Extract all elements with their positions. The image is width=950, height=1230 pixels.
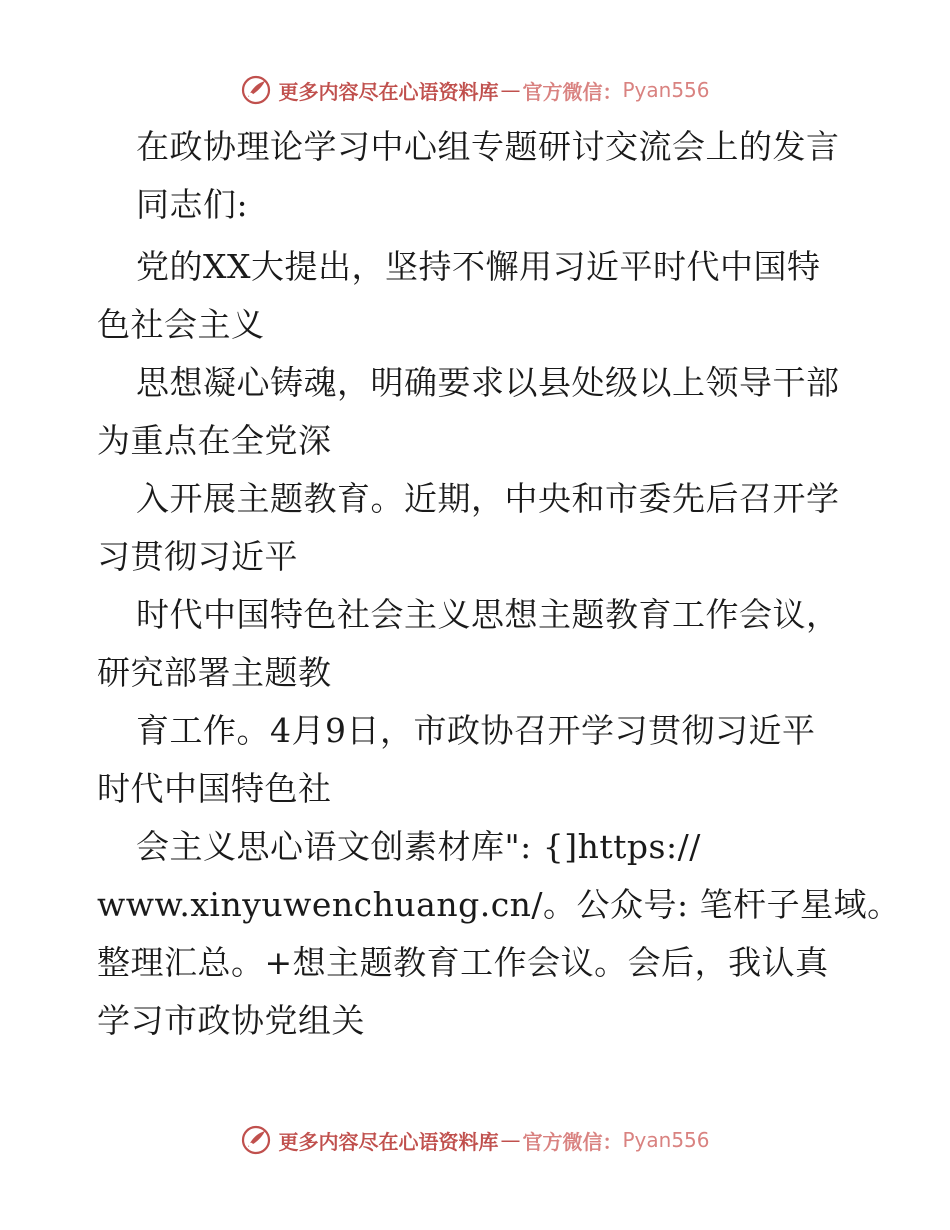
paragraph-line: 会主义思心语文创素材库": {]https:// (136, 827, 701, 866)
watermark-site-text: 更多内容尽在心语资料库 (278, 79, 499, 104)
paragraph-line: 时代中国特色社会主义思想主题教育工作会议， (136, 595, 840, 634)
watermark-wechat-id: Pyan556 (622, 1128, 710, 1152)
paragraph-line: 色社会主义 (97, 305, 265, 344)
watermark-wechat-label: 官方微信： (522, 1129, 623, 1154)
document-title: 在政协理论学习中心组专题研讨交流会上的发言 (136, 127, 840, 166)
paragraph-line: 习贯彻习近平 (97, 537, 298, 576)
paragraph-line: 育工作。4月9日，市政协召开学习贯彻习近平 (136, 711, 816, 750)
watermark-separator: — (500, 1128, 521, 1152)
watermark-site-text: 更多内容尽在心语资料库 (278, 1129, 499, 1154)
paragraph-line-url: www.xinyuwenchuang.cn/。公众号: 笔杆子星域。 (97, 885, 901, 924)
salutation: 同志们: (136, 185, 249, 224)
watermark-banner-top (0, 70, 950, 110)
paragraph-line: 党的XX大提出，坚持不懈用习近平时代中国特 (136, 247, 821, 286)
paragraph-line: 时代中国特色社 (97, 769, 332, 808)
quill-logo-icon (240, 74, 272, 106)
watermark-wechat-id: Pyan556 (622, 78, 710, 102)
watermark-banner-bottom (0, 1120, 950, 1160)
paragraph-line: 研究部署主题教 (97, 653, 332, 692)
quill-logo-icon (240, 1124, 272, 1156)
paragraph-line: 为重点在全党深 (97, 421, 332, 460)
paragraph-line: 学习市政协党组关 (97, 1001, 365, 1040)
paragraph-line: 整理汇总。+想主题教育工作会议。会后，我认真 (97, 943, 829, 982)
watermark-wechat-label: 官方微信： (522, 79, 623, 104)
paragraph-line: 入开展主题教育。近期，中央和市委先后召开学 (136, 479, 840, 518)
watermark-separator: — (500, 78, 521, 102)
paragraph-line: 思想凝心铸魂，明确要求以县处级以上领导干部 (136, 363, 840, 402)
